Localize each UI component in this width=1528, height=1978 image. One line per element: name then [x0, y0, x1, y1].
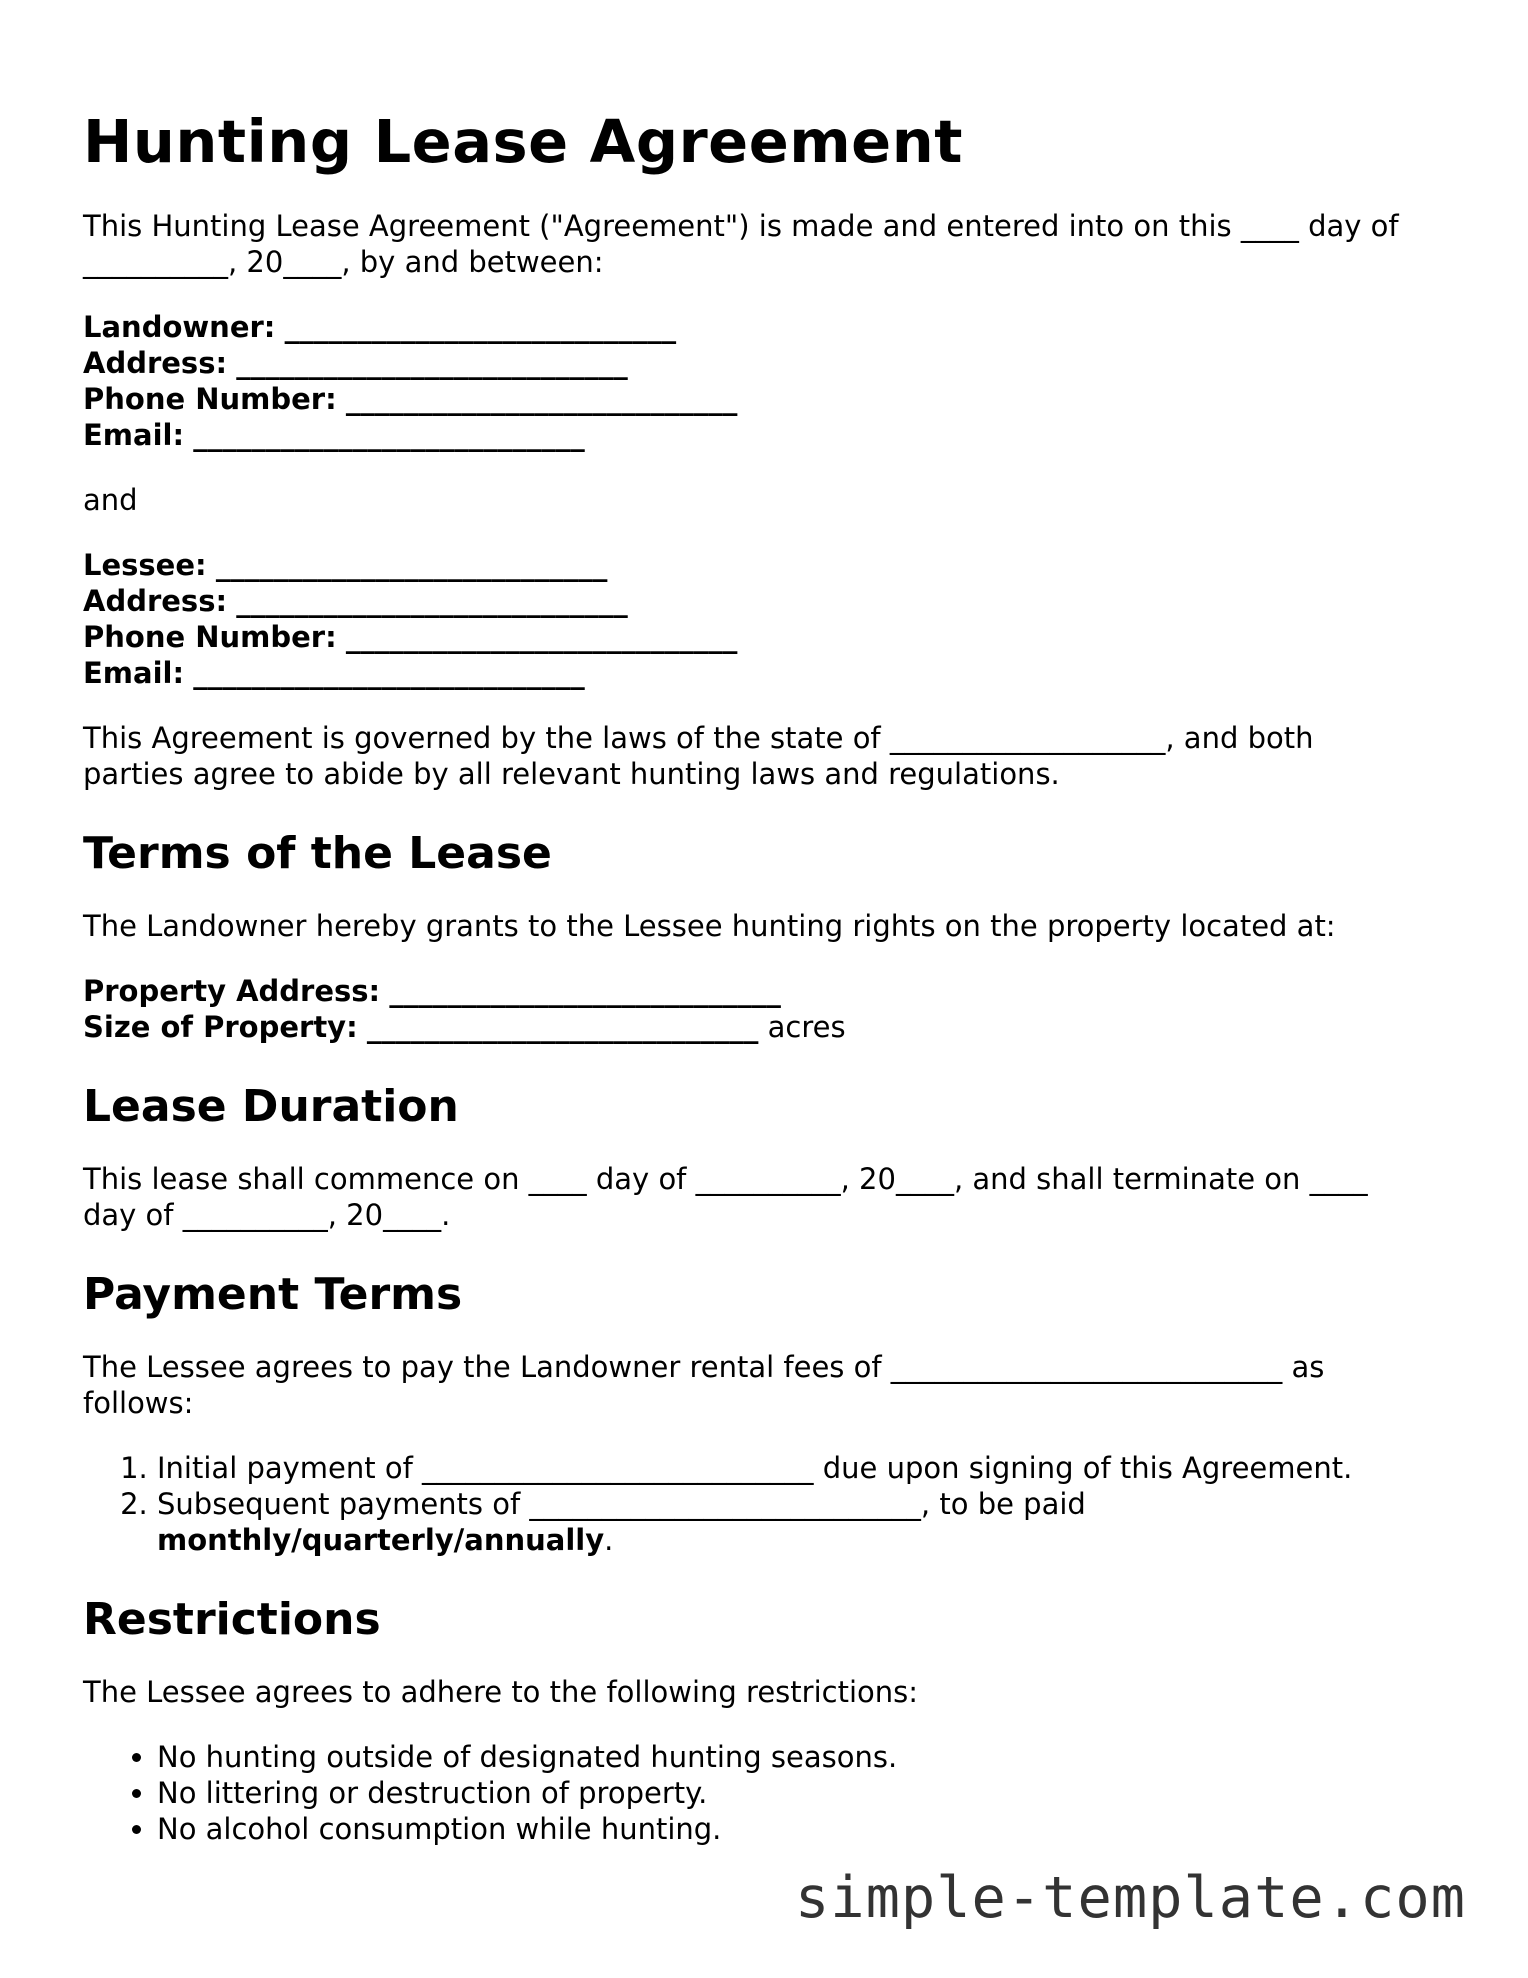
intro-line-1: This Hunting Lease Agreement ("Agreement") is made and entered into on this ____ day of: [83, 209, 1399, 243]
landowner-email-blank: ___________________________: [193, 418, 585, 452]
restriction-item: • No littering or destruction of property.: [157, 1775, 1453, 1811]
document-page: [83, 104, 1453, 1847]
lessee-name-field: [83, 547, 1453, 583]
landowner-name-label: Landowner:: [83, 310, 276, 344]
landowner-name-field: [83, 309, 1453, 345]
duration-line-1: This lease shall commence on ____ day of __________, 20____, and shall terminate on ____: [83, 1162, 1368, 1196]
lessee-phone-label: Phone Number:: [83, 620, 337, 654]
terms-text: The Landowner hereby grants to the Lessee hunting rights on the property located at:: [83, 909, 1336, 943]
lessee-email-field: [83, 655, 1453, 691]
property-address-field: [83, 973, 1453, 1009]
restriction-item: • No alcohol consumption while hunting.: [157, 1811, 1453, 1847]
lessee-email-blank: ___________________________: [193, 656, 585, 690]
landowner-email-label: Email:: [83, 418, 185, 452]
property-address-blank: ___________________________: [389, 974, 781, 1008]
landowner-address-field: [83, 345, 1453, 381]
landowner-name-blank: ___________________________: [284, 310, 677, 344]
lessee-name-label: Lessee:: [83, 548, 207, 582]
lessee-email-label: Email:: [83, 656, 185, 690]
lessee-name-blank: ___________________________: [215, 548, 608, 582]
lessee-address-blank: ___________________________: [236, 584, 628, 618]
property-size-label: Size of Property:: [83, 1010, 358, 1044]
restrictions-list: [83, 1739, 1453, 1847]
payment-item-subsequent-text: Subsequent payments of ___________________________, to be paid: [157, 1487, 1086, 1521]
payment-paragraph: [83, 1349, 1453, 1421]
duration-line-2: day of __________, 20____.: [83, 1198, 451, 1232]
duration-heading: Lease Duration: [83, 1081, 459, 1132]
property-size-unit: acres: [767, 1010, 846, 1044]
landowner-phone-label: Phone Number:: [83, 382, 337, 416]
landowner-phone-blank: ___________________________: [345, 382, 738, 416]
payment-item-subsequent: [157, 1486, 1453, 1558]
property-address-label: Property Address:: [83, 974, 381, 1008]
payment-frequency-options: monthly/quarterly/annually: [157, 1523, 605, 1557]
governing-line-1: This Agreement is governed by the laws of the state of ___________________, and both: [83, 721, 1314, 755]
document-title: Hunting Lease Agreement: [83, 107, 963, 176]
payment-list: [83, 1450, 1453, 1558]
property-size-field: [83, 1009, 1453, 1045]
landowner-phone-field: [83, 381, 1453, 417]
landowner-email-field: [83, 417, 1453, 453]
and-text: and: [83, 483, 138, 517]
terms-heading: Terms of the Lease: [83, 828, 552, 879]
lessee-fields: [83, 547, 1453, 691]
governing-line-2: parties agree to abide by all relevant hunting laws and regulations.: [83, 757, 1060, 791]
intro-line-2: __________, 20____, by and between:: [83, 245, 604, 279]
duration-paragraph: [83, 1161, 1453, 1233]
lessee-phone-blank: ___________________________: [345, 620, 738, 654]
payment-line-1: The Lessee agrees to pay the Landowner rental fees of ___________________________ as: [83, 1350, 1325, 1384]
landowner-fields: [83, 309, 1453, 453]
restrictions-text: The Lessee agrees to adhere to the following restrictions:: [83, 1675, 919, 1709]
payment-line-2: follows:: [83, 1386, 194, 1420]
payment-heading: Payment Terms: [83, 1269, 463, 1320]
watermark: simple-template.com: [789, 1863, 1466, 1933]
restriction-item: • No hunting outside of designated hunting seasons.: [157, 1739, 1453, 1775]
property-fields: [83, 973, 1453, 1045]
lessee-address-field: [83, 583, 1453, 619]
landowner-address-label: Address:: [83, 346, 228, 380]
lessee-phone-field: [83, 619, 1453, 655]
lessee-address-label: Address:: [83, 584, 228, 618]
landowner-address-blank: ___________________________: [236, 346, 628, 380]
restrictions-heading: Restrictions: [83, 1594, 381, 1645]
payment-item-initial: 1. Initial payment of ___________________________ due upon signing of this Agreement.: [157, 1450, 1453, 1486]
property-size-blank: ___________________________: [366, 1010, 759, 1044]
intro-paragraph: [83, 208, 1453, 280]
governing-law-paragraph: [83, 720, 1453, 792]
payment-item-subsequent-end: .: [604, 1523, 614, 1557]
